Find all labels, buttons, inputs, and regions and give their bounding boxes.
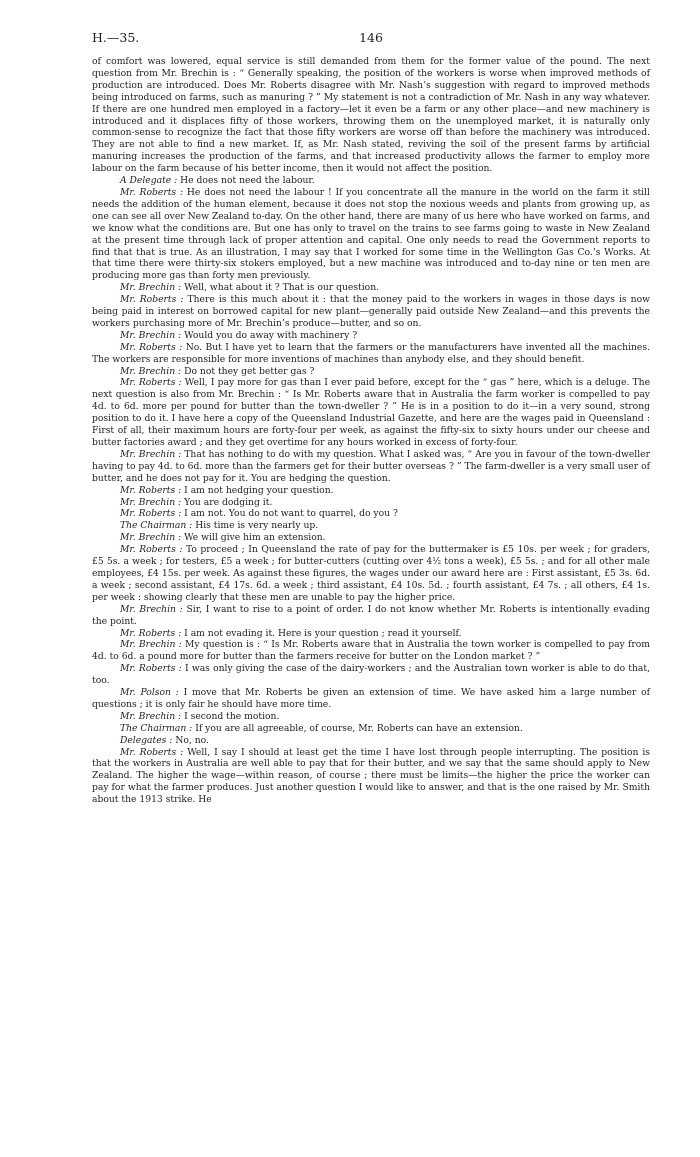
- page-number: 146: [359, 30, 383, 45]
- speech-text: No, no.: [175, 734, 209, 746]
- speech-paragraph: [92, 342, 650, 366]
- speech-text: Well, I say I should at least get the time I have lost through people interrupting. The position is that the workers in Australia are well able to pay that for their butter, and we say that the same should apply to New Zealand. The higher the wage—within reason, of course ; there must be limits—the higher the price the worker can pay for what the farmer produces. Just another question I would like to answer, and that is the one raised by Mr. Smith about the 1913 strike. He: [92, 746, 651, 806]
- speech-paragraph: [92, 544, 650, 604]
- speech-paragraph: [92, 723, 650, 735]
- speaker-name: Mr. Roberts :: [120, 508, 182, 520]
- speech-text: We will give him an extension.: [184, 532, 326, 544]
- speech-paragraph: [92, 735, 650, 747]
- speaker-name: The Chairman :: [120, 722, 193, 734]
- speaker-name: Mr. Roberts :: [120, 294, 184, 306]
- speech-text: I am not. You do not want to quarrel, do you ?: [184, 508, 398, 520]
- speech-text: To proceed ; In Queensland the rate of pay for the buttermaker is £5 10s. per week ; for graders, £5 5s. a week ; for testers, £5 a week ; for butter-cutters (cutting over 4½ tons a week), £5 5s. ; and for all other male employees, £4 15s. per week. As against these figures, the wages under our award here are : First assistant, £5 3s. 6d. a week ; second assistant, £4 17s. 6d. a week ; third assistant, £4 10s. 5d. ; fourth assistant, £4 7s. ; all others, £4 1s. per week : showing clearly that these men are unable to pay the higher price.: [92, 544, 651, 603]
- speaker-name: Mr. Roberts :: [120, 186, 184, 198]
- speech-text: Well, I pay more for gas than I ever paid before, except for the “ gas ” here, which is a deluge. The next question is also from Mr. Brechin : “ Is Mr. Roberts aware that in Australia the farm worker is compelled to pay 4d. to 6d. more per pound for butter than the town-dweller ? ” He is in a position to do it—in a very sound, strong position to do it. I have here a copy of the Queensland Industrial Gazette, and here are the wages paid in Queensland : First of all, their maximum hours are forty-four per week, as against the fifty-six to sixty hours under our cheese and butter factories award ; and they get overtime for any hours worked in excess of forty-four.: [92, 377, 651, 448]
- speech-text: No. But I have yet to learn that the farmers or the manufacturers have invented all the machines. The workers are responsible for more inventions of machines than anybody else, and they should benefit.: [92, 341, 651, 365]
- document-page: [92, 30, 650, 806]
- speaker-name: Mr. Brechin :: [120, 710, 182, 722]
- speaker-name: Mr. Brechin :: [120, 329, 182, 341]
- speech-text: He does not need the labour ! If you concentrate all the manure in the world on the farm it still needs the addition of the human element, because it does not stop the noxious weeds and plants from growing up, as one can see all over New Zealand to-day. On the other hand, there are many of us here who have worked on farms, and we know what the conditions are. But one has only to travel on the trains to see farms going to waste in New Zealand at the present time through lack of proper attention and capital. One only needs to read the Government reports to find that that is true. As an illustration, I may say that I worked for some time in the Wellington Gas Co.’s Works. At that time there were thirty-six stokers employed, but a new machine was introduced and to-day nine or ten men are producing more gas than forty men previously.: [92, 186, 650, 282]
- speaker-name: Mr. Brechin :: [120, 532, 182, 544]
- speech-text: Would you do away with machinery ?: [184, 329, 358, 341]
- speech-text: My question is : “ Is Mr. Roberts aware that in Australia the town worker is compelled to pay from 4d. to 6d. a pound more for butter than the farmers receive for butter on the London market ? ”: [92, 639, 651, 663]
- speech-paragraph: [92, 485, 650, 497]
- speaker-name: Mr. Roberts :: [120, 663, 182, 675]
- speaker-name: Mr. Brechin :: [120, 448, 182, 460]
- speaker-name: Mr. Brechin :: [120, 639, 182, 651]
- speech-paragraph: [92, 377, 650, 448]
- speech-paragraph: [92, 604, 650, 628]
- speech-text: His time is very nearly up.: [195, 520, 319, 532]
- speaker-name: Mr. Polson :: [120, 687, 179, 699]
- speech-text: Well, what about it ? That is our question.: [184, 282, 380, 294]
- speaker-name: Mr. Roberts :: [120, 377, 182, 389]
- speech-text: Do not they get better gas ?: [184, 365, 315, 377]
- speech-paragraph: [92, 532, 650, 544]
- speech-paragraph: [92, 497, 650, 509]
- paragraph-continuation: of comfort was lowered, equal service is still demanded from them for the former value of the pound. The next question from Mr. Brechin is : “ Generally speaking, the position of the workers is worse when improved methods of production are introduced. Does Mr. Roberts disagree with Mr. Nash’s suggestion with regard to improved methods being introduced on farms, such as manuring ? ” My statement is not a contradiction of Mr. Nash in any way whatever. If there are one hundred men employed in a factory—let it even be a farm or any other place—and new machinery is introduced and it displaces fifty of those workers, throwing them on the unemployed market, it is naturally only common-sense to recognize the fact that those fifty workers are worse off than before the machinery was introduced. They are not able to find a new market. If, as Mr. Nash stated, reviving the soil of the present farms by artificial manuring increases the production of the farms, and that increased productivity allows the farmer to employ more labour on the farm because of his better income, then it would not affect the position.: [92, 56, 650, 175]
- speech-paragraph: [92, 508, 650, 520]
- speech-paragraph: [92, 330, 650, 342]
- speaker-name: Mr. Roberts :: [120, 746, 184, 758]
- speech-paragraph: [92, 175, 650, 187]
- speech-text: He does not need the labour.: [180, 175, 315, 187]
- speech-paragraph: [92, 747, 650, 807]
- speech-paragraph: [92, 663, 650, 687]
- speaker-name: Mr. Brechin :: [120, 282, 182, 294]
- page-body: [92, 56, 650, 806]
- document-reference: H.—35.: [92, 30, 140, 45]
- speaker-name: Mr. Brechin :: [120, 603, 183, 615]
- speech-text: I am not evading it. Here is your question ; read it yourself.: [184, 627, 462, 639]
- speech-paragraph: [92, 520, 650, 532]
- speech-text: Sir, I want to rise to a point of order. I do not know whether Mr. Roberts is intentionally evading the point.: [92, 603, 651, 627]
- page-header: [92, 30, 650, 50]
- speaker-name: Mr. Brechin :: [120, 365, 182, 377]
- speech-text: I move that Mr. Roberts be given an extension of time. We have asked him a large number of questions ; it is only fair he should have more time.: [92, 687, 651, 710]
- speech-text: I am not hedging your question.: [184, 484, 334, 496]
- speech-paragraph: [92, 366, 650, 378]
- speech-paragraph: [92, 711, 650, 723]
- speaker-name: The Chairman :: [120, 520, 193, 532]
- speaker-name: Mr. Brechin :: [120, 496, 182, 508]
- speech-text: That has nothing to do with my question. What I asked was, “ Are you in favour of the town-dweller having to pay 4d. to 6d. more than the farmers get for their butter overseas ? ” The farm-dweller is a very small user of butter, and he does not pay for it. You are hedging the question.: [92, 448, 650, 484]
- speaker-name: Mr. Roberts :: [120, 544, 183, 556]
- speech-paragraph: [92, 282, 650, 294]
- speech-text: You are dodging it.: [184, 496, 273, 508]
- speech-paragraph: [92, 639, 650, 663]
- speech-text: I second the motion.: [184, 710, 280, 722]
- speech-text: There is this much about it : that the money paid to the workers in wages in those days is now being paid in interest on borrowed capital for new plant—generally paid outside New Zealand—and this prevents the workers purchasing more of Mr. Brechin’s produce—butter, and so on.: [92, 294, 650, 329]
- speaker-name: Mr. Roberts :: [120, 341, 183, 353]
- speaker-name: Mr. Roberts :: [120, 627, 182, 639]
- speech-paragraph: [92, 294, 650, 330]
- speaker-name: Mr. Roberts :: [120, 484, 182, 496]
- speech-paragraph: [92, 449, 650, 485]
- speech-paragraph: [92, 687, 650, 711]
- speaker-name: Delegates :: [120, 734, 173, 746]
- speech-text: I was only giving the case of the dairy-workers ; and the Australian town worker is able to do that, too.: [92, 663, 651, 687]
- speech-text: If you are all agreeable, of course, Mr. Roberts can have an extension.: [195, 722, 523, 734]
- speaker-name: A Delegate :: [120, 175, 178, 187]
- speech-paragraph: [92, 628, 650, 640]
- speech-paragraph: [92, 187, 650, 282]
